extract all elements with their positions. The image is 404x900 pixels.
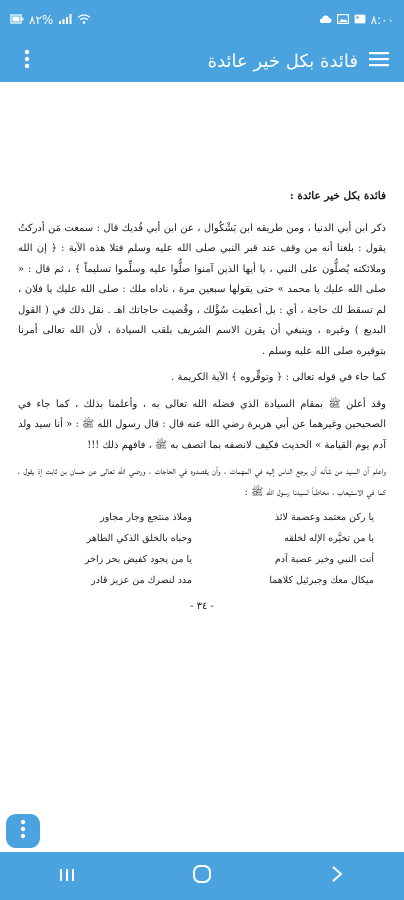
battery-level: ٨٢% — [29, 13, 54, 27]
verse-line: يا من يجود كفيض بحر زاخر — [84, 554, 192, 565]
home-icon — [192, 864, 212, 888]
cloud-icon — [318, 13, 332, 27]
more-vertical-icon — [20, 819, 26, 843]
back-icon — [331, 865, 343, 887]
wifi-icon — [77, 13, 91, 27]
floating-menu-button[interactable] — [6, 814, 40, 848]
clock-time: ٨:٠٠ — [370, 13, 394, 27]
recent-apps-icon — [59, 867, 75, 886]
page-number: - ٣٤ - — [190, 601, 214, 612]
page-content — [18, 186, 386, 618]
verse-line: يا من تخيَّره الإله لخلقه — [284, 533, 374, 544]
app-bar — [0, 40, 404, 82]
verse-line: وملاذ منتجع وجار مجاور — [100, 512, 192, 523]
paragraph: واعلم أن السيد من شأنه أن يرجع الناس إليه في المهمات ، وأن يقصدوه في الحاجات ، ورضي الله تعالى عن حسان بن ثابت إذ يقول ، كما في الاستيعاب ، مخاطباً لسيدنا رسول الله ﷺ : — [18, 466, 386, 498]
recent-apps-button[interactable] — [47, 856, 87, 896]
image-icon — [337, 13, 349, 27]
verse-line: مدد لنصرك من عزيز قادر — [91, 575, 192, 586]
page-title: فائدة بكل خير عائدة — [207, 50, 358, 72]
gallery-icon — [354, 13, 366, 27]
signal-icon — [58, 13, 72, 27]
hamburger-icon — [369, 51, 389, 71]
section-heading: فائدة بكل خير عائدة : — [289, 190, 386, 202]
verse-line: أنت النبي وخير عصبة آدم — [274, 554, 374, 565]
paragraph: وقد أعلن ﷺ بمقام السيادة الذي فضله الله تعالى به ، وأعلمنا بذلك ، كما جاء في الصحيحين وغيرهما عن أبي هريرة رضي الله عنه قال : قال رسول الله ﷺ : « أنا سيد ولد آدم يوم القيامة » الحديث فكيف لانصفه بما اتصف به ﷺ ، فافهم ذلك !!! — [18, 398, 386, 451]
menu-button[interactable] — [366, 48, 392, 74]
paragraph: ذكر ابن أبي الدنيا ، ومن طريقه ابن بَشْكُوال ، عن ابن أبي فُديك قال : سمعت مَن أدركتُ يقول : بلغنا أنه من وقف عند قبر النبي صلى الله عليه وسلم فتلا هذه الآية : ﴿ إن الله وملائكته يُصلُّون على النبي ، يا أيها الذين آمنوا صلُّوا عليه وسلِّموا تسليماً ﴾ ، ثم قال : « صلى الله عليك يا محمد » حتى يقولها سبعين مرة ، ناداه ملك : صلى الله عليك يا فلان ، لم تسقط لك حاجة ، أي : بل أعطيت سُؤْلك ، وقُضيت حاجاتك اهـ . نقل ذلك في ( القول البديع ) وغيره ، وينبغي أن يقرن الاسم الشريف بلقب السيادة ، لأن الله تعالى أمرنا بتوقيره صلى الله عليه وسلم . — [18, 222, 386, 357]
status-right — [318, 13, 394, 27]
more-vertical-icon — [24, 49, 30, 73]
poem — [18, 509, 386, 589]
status-left — [10, 13, 91, 27]
verse-line: ميكال معك وجبرئيل كلاهما — [269, 575, 374, 586]
home-button[interactable] — [182, 856, 222, 896]
verse-line: يا ركن معتمد وعصمة لائذ — [274, 512, 374, 523]
verse-line: وحباه بالخلق الذكي الطاهر — [86, 533, 192, 544]
back-button[interactable] — [317, 856, 357, 896]
paragraph: كما جاء في قوله تعالى : ﴿ وتوقِّروه ﴾ الآية الكريمة . — [171, 372, 386, 383]
overflow-menu-button[interactable] — [14, 48, 40, 74]
system-nav-bar — [0, 852, 404, 900]
status-bar — [0, 0, 404, 40]
battery-icon — [10, 13, 24, 27]
book-page[interactable] — [0, 82, 404, 852]
